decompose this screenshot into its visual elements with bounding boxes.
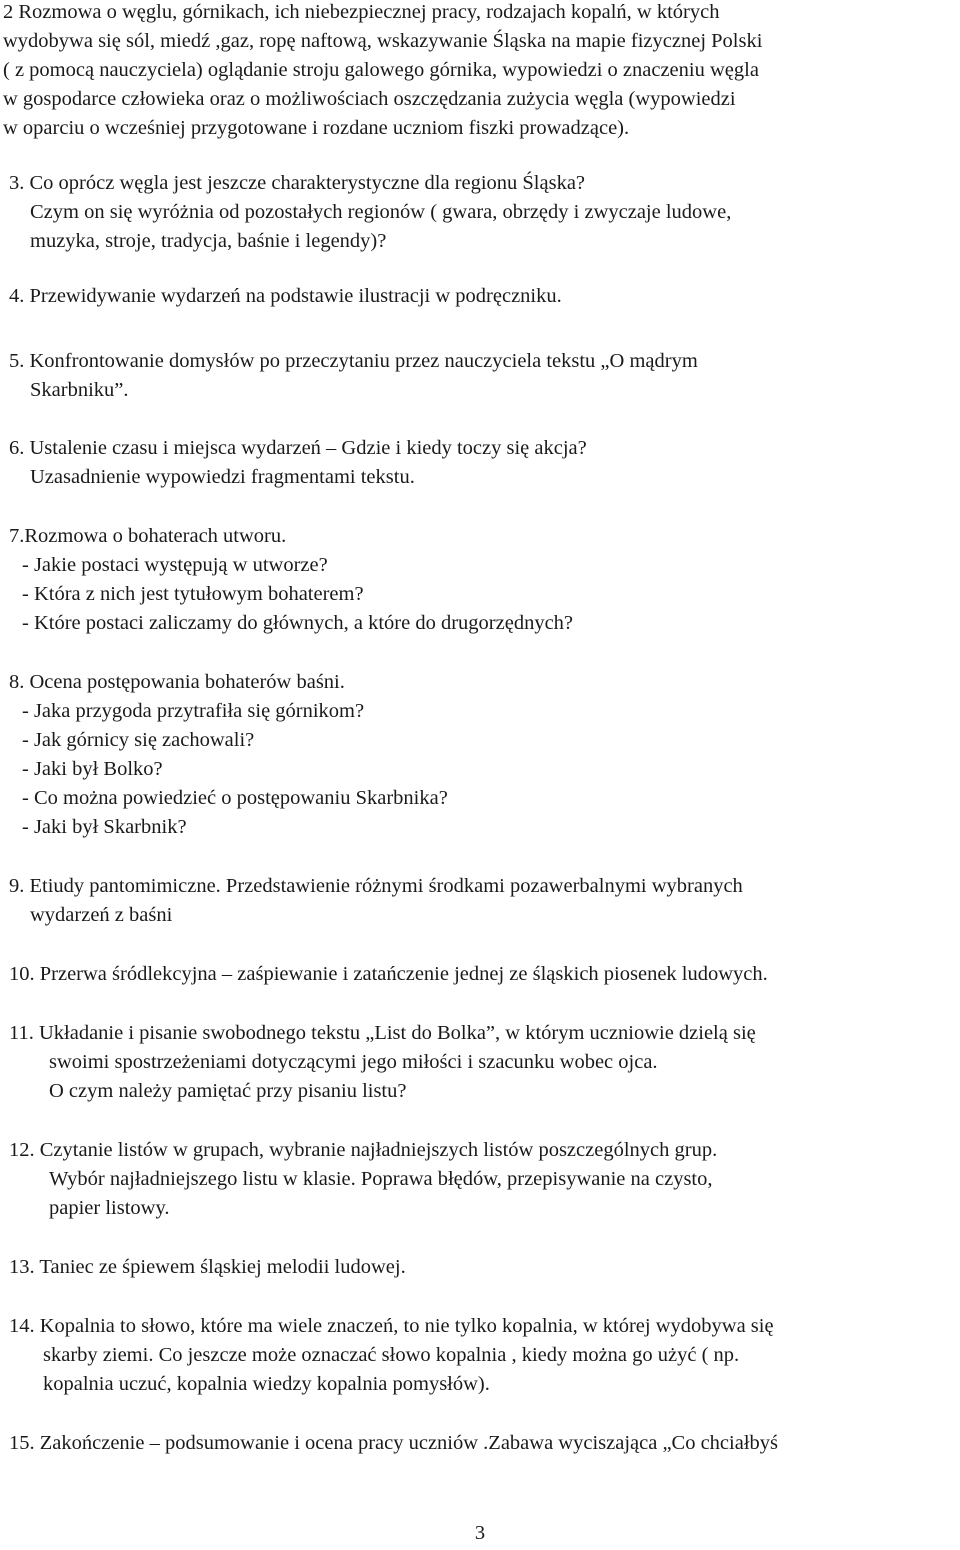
item-15-line-1: 15. Zakończenie – podsumowanie i ocena pracy uczniów .Zabawa wyciszająca „Co chciałbyś: [9, 1432, 779, 1454]
item-5-line-1: 5. Konfrontowanie domysłów po przeczytaniu przez nauczyciela tekstu „O mądrym: [9, 350, 698, 372]
item-3-line-1: 3. Co oprócz węgla jest jeszcze charakterystyczne dla regionu Śląska?: [9, 172, 586, 194]
page-number: 3: [474, 1522, 486, 1544]
item-10-line-1: 10. Przerwa śródlekcyjna – zaśpiewanie i zatańczenie jednej ze śląskich piosenek ludowych.: [9, 963, 768, 985]
item-11-line-3: O czym należy pamiętać przy pisaniu listu?: [49, 1080, 407, 1102]
item-7-line-1: 7.Rozmowa o bohaterach utworu.: [9, 525, 287, 547]
item-8-question-4: - Co można powiedzieć o postępowaniu Skarbnika?: [22, 787, 448, 809]
item-12-line-1: 12. Czytanie listów w grupach, wybranie najładniejszych listów poszczególnych grup.: [9, 1139, 718, 1161]
item-3-line-2: Czym on się wyróżnia od pozostałych regionów ( gwara, obrzędy i zwyczaje ludowe,: [30, 201, 732, 223]
item-8-question-2: - Jak górnicy się zachowali?: [22, 729, 255, 751]
item-13-line-1: 13. Taniec ze śpiewem śląskiej melodii ludowej.: [9, 1256, 406, 1278]
item-3-line-3: muzyka, stroje, tradycja, baśnie i legendy)?: [30, 230, 387, 252]
item-8-line-1: 8. Ocena postępowania bohaterów baśni.: [9, 671, 345, 693]
item-4-line-1: 4. Przewidywanie wydarzeń na podstawie ilustracji w podręczniku.: [9, 285, 562, 307]
item-6-line-2: Uzasadnienie wypowiedzi fragmentami tekstu.: [30, 466, 415, 488]
item-12-line-2: Wybór najładniejszego listu w klasie. Poprawa błędów, przepisywanie na czysto,: [49, 1168, 713, 1190]
item-9-line-2: wydarzeń z baśni: [30, 904, 173, 926]
item-14-line-3: kopalnia uczuć, kopalnia wiedzy kopalnia pomysłów).: [43, 1373, 490, 1395]
item-8-question-3: - Jaki był Bolko?: [22, 758, 163, 780]
item-14-line-1: 14. Kopalnia to słowo, które ma wiele znaczeń, to nie tylko kopalnia, w której wydobywa się: [9, 1315, 774, 1337]
item-6-line-1: 6. Ustalenie czasu i miejsca wydarzeń – Gdzie i kiedy toczy się akcja?: [9, 437, 587, 459]
item-8-question-5: - Jaki był Skarbnik?: [22, 816, 187, 838]
item-7-question-2: - Która z nich jest tytułowym bohaterem?: [22, 583, 364, 605]
item-7-question-3: - Które postaci zaliczamy do głównych, a które do drugorzędnych?: [22, 612, 574, 634]
item-14-line-2: skarby ziemi. Co jeszcze może oznaczać słowo kopalnia , kiedy można go użyć ( np.: [43, 1344, 740, 1366]
item-2-line-2: wydobywa się sól, miedź ,gaz, ropę naftową, wskazywanie Śląska na mapie fizycznej Polski: [3, 30, 763, 52]
item-2-line-4: w gospodarce człowieka oraz o możliwościach oszczędzania zużycia węgla (wypowiedzi: [3, 88, 736, 110]
item-2-line-5: w oparciu o wcześniej przygotowane i rozdane uczniom fiszki prowadzące).: [3, 117, 630, 139]
item-11-line-1: 11. Układanie i pisanie swobodnego tekstu „List do Bolka”, w którym uczniowie dzielą się: [9, 1022, 756, 1044]
item-5-line-2: Skarbniku”.: [30, 379, 129, 401]
item-2-line-1: 2 Rozmowa o węglu, górnikach, ich niebezpiecznej pracy, rodzajach kopalń, w których: [3, 1, 720, 23]
item-12-line-3: papier listowy.: [49, 1197, 170, 1219]
item-2-line-3: ( z pomocą nauczyciela) oglądanie stroju galowego górnika, wypowiedzi o znaczeniu węgla: [3, 59, 759, 81]
item-8-question-1: - Jaka przygoda przytrafiła się górnikom?: [22, 700, 365, 722]
item-7-question-1: - Jakie postaci występują w utworze?: [22, 554, 328, 576]
item-11-line-2: swoimi spostrzeżeniami dotyczącymi jego miłości i szacunku wobec ojca.: [49, 1051, 658, 1073]
item-9-line-1: 9. Etiudy pantomimiczne. Przedstawienie różnymi środkami pozawerbalnymi wybranych: [9, 875, 743, 897]
